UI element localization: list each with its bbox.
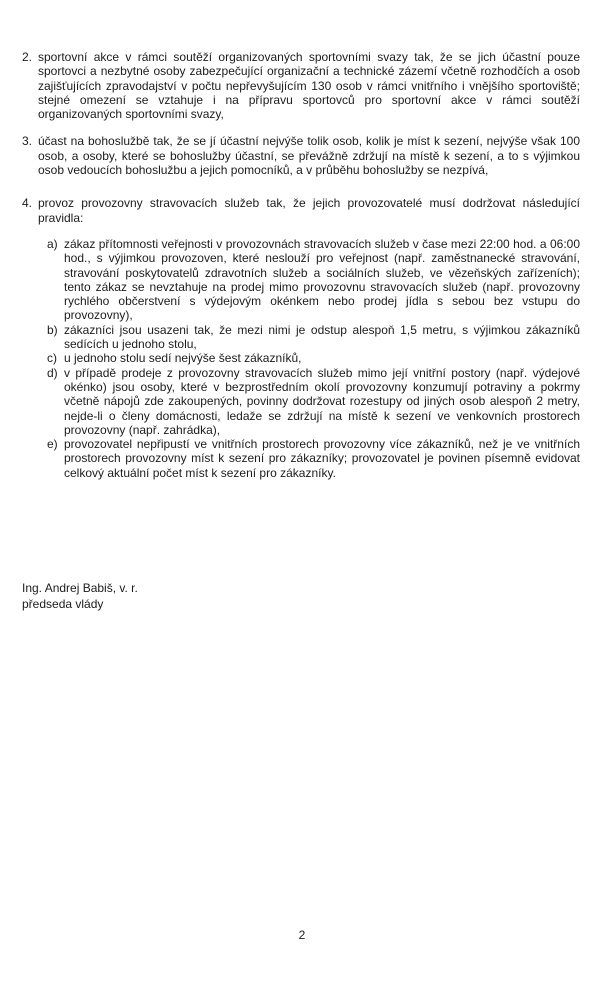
item-number: 3. (22, 134, 33, 149)
item-text: provoz provozovny stravovacích služeb tak, že jejich provozovatelé musí dodržovat následující pravidla: (38, 196, 580, 225)
subitem-letter: c) (47, 351, 57, 366)
item-body (38, 196, 580, 480)
signature-block (22, 580, 580, 612)
item-text: sportovní akce v rámci soutěží organizovaných sportovními svazy tak, že se jich účastní pouze sportovci a nezbytné osoby zabezpečující organizační a technické zázemí včetně rozhodčích a osob zajišťujících zpravodajství v počtu nepřevyšujícím 130 osob v rámci vnitřního i vnějšího sportoviště; stejné omezení se vztahuje i na přípravu sportovců pro sportovní akce v rámci soutěží organizovaných sportovními svazy, (38, 50, 580, 122)
subitem-text: provozovatel nepřipustí ve vnitřních prostorech provozovny více zákazníků, než je ve vnitřních prostorech provozovny míst k sezení pro zákazníky; provozovatel je povinen písemně evidovat celkový aktuální počet míst k sezení pro zákazníky. (64, 437, 580, 480)
subitem-letter: a) (47, 236, 58, 251)
document-content (22, 50, 580, 612)
item-number: 2. (22, 50, 33, 64)
page-number: 2 (298, 928, 306, 942)
sublist-item-d (47, 366, 580, 437)
subitem-letter: b) (47, 322, 58, 337)
list-item-3 (22, 134, 580, 177)
sublist-item-e (47, 437, 580, 480)
signature-title: předseda vlády (22, 597, 104, 612)
subitem-text: u jednoho stolu sedí nejvýše šest zákazníků, (64, 351, 302, 366)
list-item-4 (22, 196, 580, 480)
sublist (47, 237, 580, 480)
subitem-text: zákaz přítomnosti veřejnosti v provozovnách stravovacích služeb v čase mezi 22:00 hod. a 06:00 hod., s výjimkou provozoven, které neslouží pro veřejnost (např. zaměstnanecké stravování, stravování poskytovatelů zdravotních služeb a sociálních služeb, ve vězeňských zařízeních); tento zákaz se nevztahuje na prodej mimo provozovnu stravovacích služeb (např. provozovny rychlého občerstvení s výdejovým okénkem nebo prodej jídla s sebou bez vstupu do provozovny), (64, 236, 580, 323)
subitem-letter: e) (47, 437, 58, 452)
subitem-text: v případě prodeje z provozovny stravovacích služeb mimo její vnitřní postory (např. výdejové okénko) jsou osoby, které v bezprostředním okolí provozovny konzumují potraviny a pokrmy včetně nápojů zde zakoupených, povinny dodržovat rozestupy od jiných osob alespoň 2 metry, nejde-li o členy domácnosti, ledaže se zdržují na místě k sezení ve venkovních prostorech provozovny (např. zahrádka), (64, 365, 580, 437)
subitem-text: zákazníci jsou usazeni tak, že mezi nimi je odstup alespoň 1,5 metru, s výjimkou zákazníků sedících u jednoho stolu, (64, 322, 580, 352)
item-text: účast na bohoslužbě tak, že se jí účastní nejvýše tolik osob, kolik je míst k sezení, nejvýše však 100 osob, a osoby, které se bohoslužby účastní, se převážně zdržují na místě k sezení, a to s výjimkou osob vedoucích bohoslužbu a jejich pomocníků, a v průběhu bohoslužby se nezpívá, (38, 134, 580, 178)
subitem-letter: d) (47, 365, 58, 380)
sublist-item-c (47, 351, 580, 365)
sublist-item-b (47, 323, 580, 352)
list-item-2 (22, 50, 580, 121)
sublist-item-a (47, 237, 580, 323)
item-number: 4. (22, 196, 33, 211)
signature-name: Ing. Andrej Babiš, v. r. (22, 581, 138, 596)
